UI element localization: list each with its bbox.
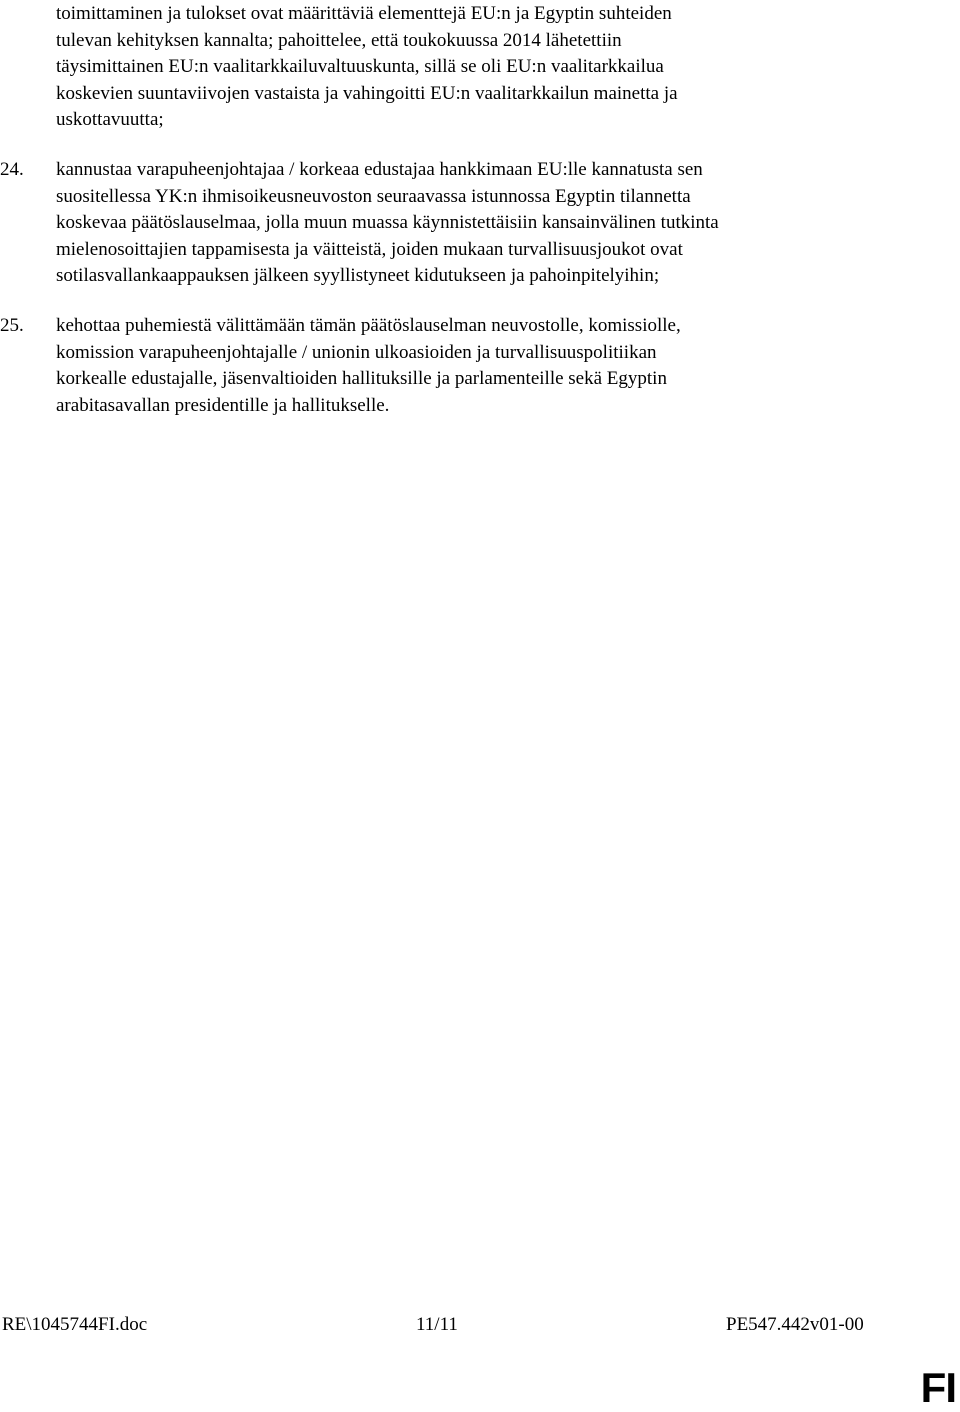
text-line: arabitasavallan presidentille ja hallitukselle. xyxy=(56,394,390,416)
paragraph-number-24: 24. xyxy=(0,159,24,180)
text-line: toimittaminen ja tulokset ovat määrittäviä elementtejä EU:n ja Egyptin suhteiden xyxy=(56,3,672,24)
text-line: uskottavuutta; xyxy=(56,109,164,130)
text-line: komission varapuheenjohtajalle / unionin ulkoasioiden ja turvallisuuspolitiikan xyxy=(56,341,657,363)
footer-pe-reference: PE547.442v01-00 xyxy=(726,1314,864,1335)
paragraph-continuation xyxy=(56,1,678,134)
text-line: sotilasvallankaappauksen jälkeen syyllistyneet kidutukseen ja pahoinpitelyihin; xyxy=(56,265,660,286)
text-line: suositellessa YK:n ihmisoikeusneuvoston seuraavassa istunnossa Egyptin tilannetta xyxy=(56,185,691,207)
footer-doc-reference: RE\1045744FI.doc xyxy=(2,1314,148,1335)
text-line: korkealle edustajalle, jäsenvaltioiden hallituksille ja parlamenteille sekä Egyptin xyxy=(56,368,667,389)
text-line: täysimittainen EU:n vaalitarkkailuvaltuuskunta, sillä se oli EU:n vaalitarkkailua xyxy=(56,56,664,77)
text-line: koskevien suuntaviivojen vastaista ja vahingoitti EU:n vaalitarkkailun mainetta ja xyxy=(56,82,678,104)
text-line: kannustaa varapuheenjohtajaa / korkeaa edustajaa hankkimaan EU:lle kannatusta sen xyxy=(56,159,703,180)
language-code: FI xyxy=(920,1364,956,1411)
paragraph-number-25: 25. xyxy=(0,315,24,336)
text-line: kehottaa puhemiestä välittämään tämän päätöslauselman neuvostolle, komissiolle, xyxy=(56,315,681,336)
paragraph-25 xyxy=(56,313,681,419)
footer-page-number: 11/11 xyxy=(416,1314,458,1335)
text-line: tulevan kehityksen kannalta; pahoittelee, että toukokuussa 2014 lähetettiin xyxy=(56,29,622,51)
text-line: mielenosoittajien tappamisesta ja väitteistä, joiden mukaan turvallisuusjoukot ovat xyxy=(56,238,683,260)
text-line: koskevaa päätöslauselmaa, jolla muun muassa käynnistettäisiin kansainvälinen tutkinta xyxy=(56,212,719,233)
paragraph-24 xyxy=(56,157,719,290)
